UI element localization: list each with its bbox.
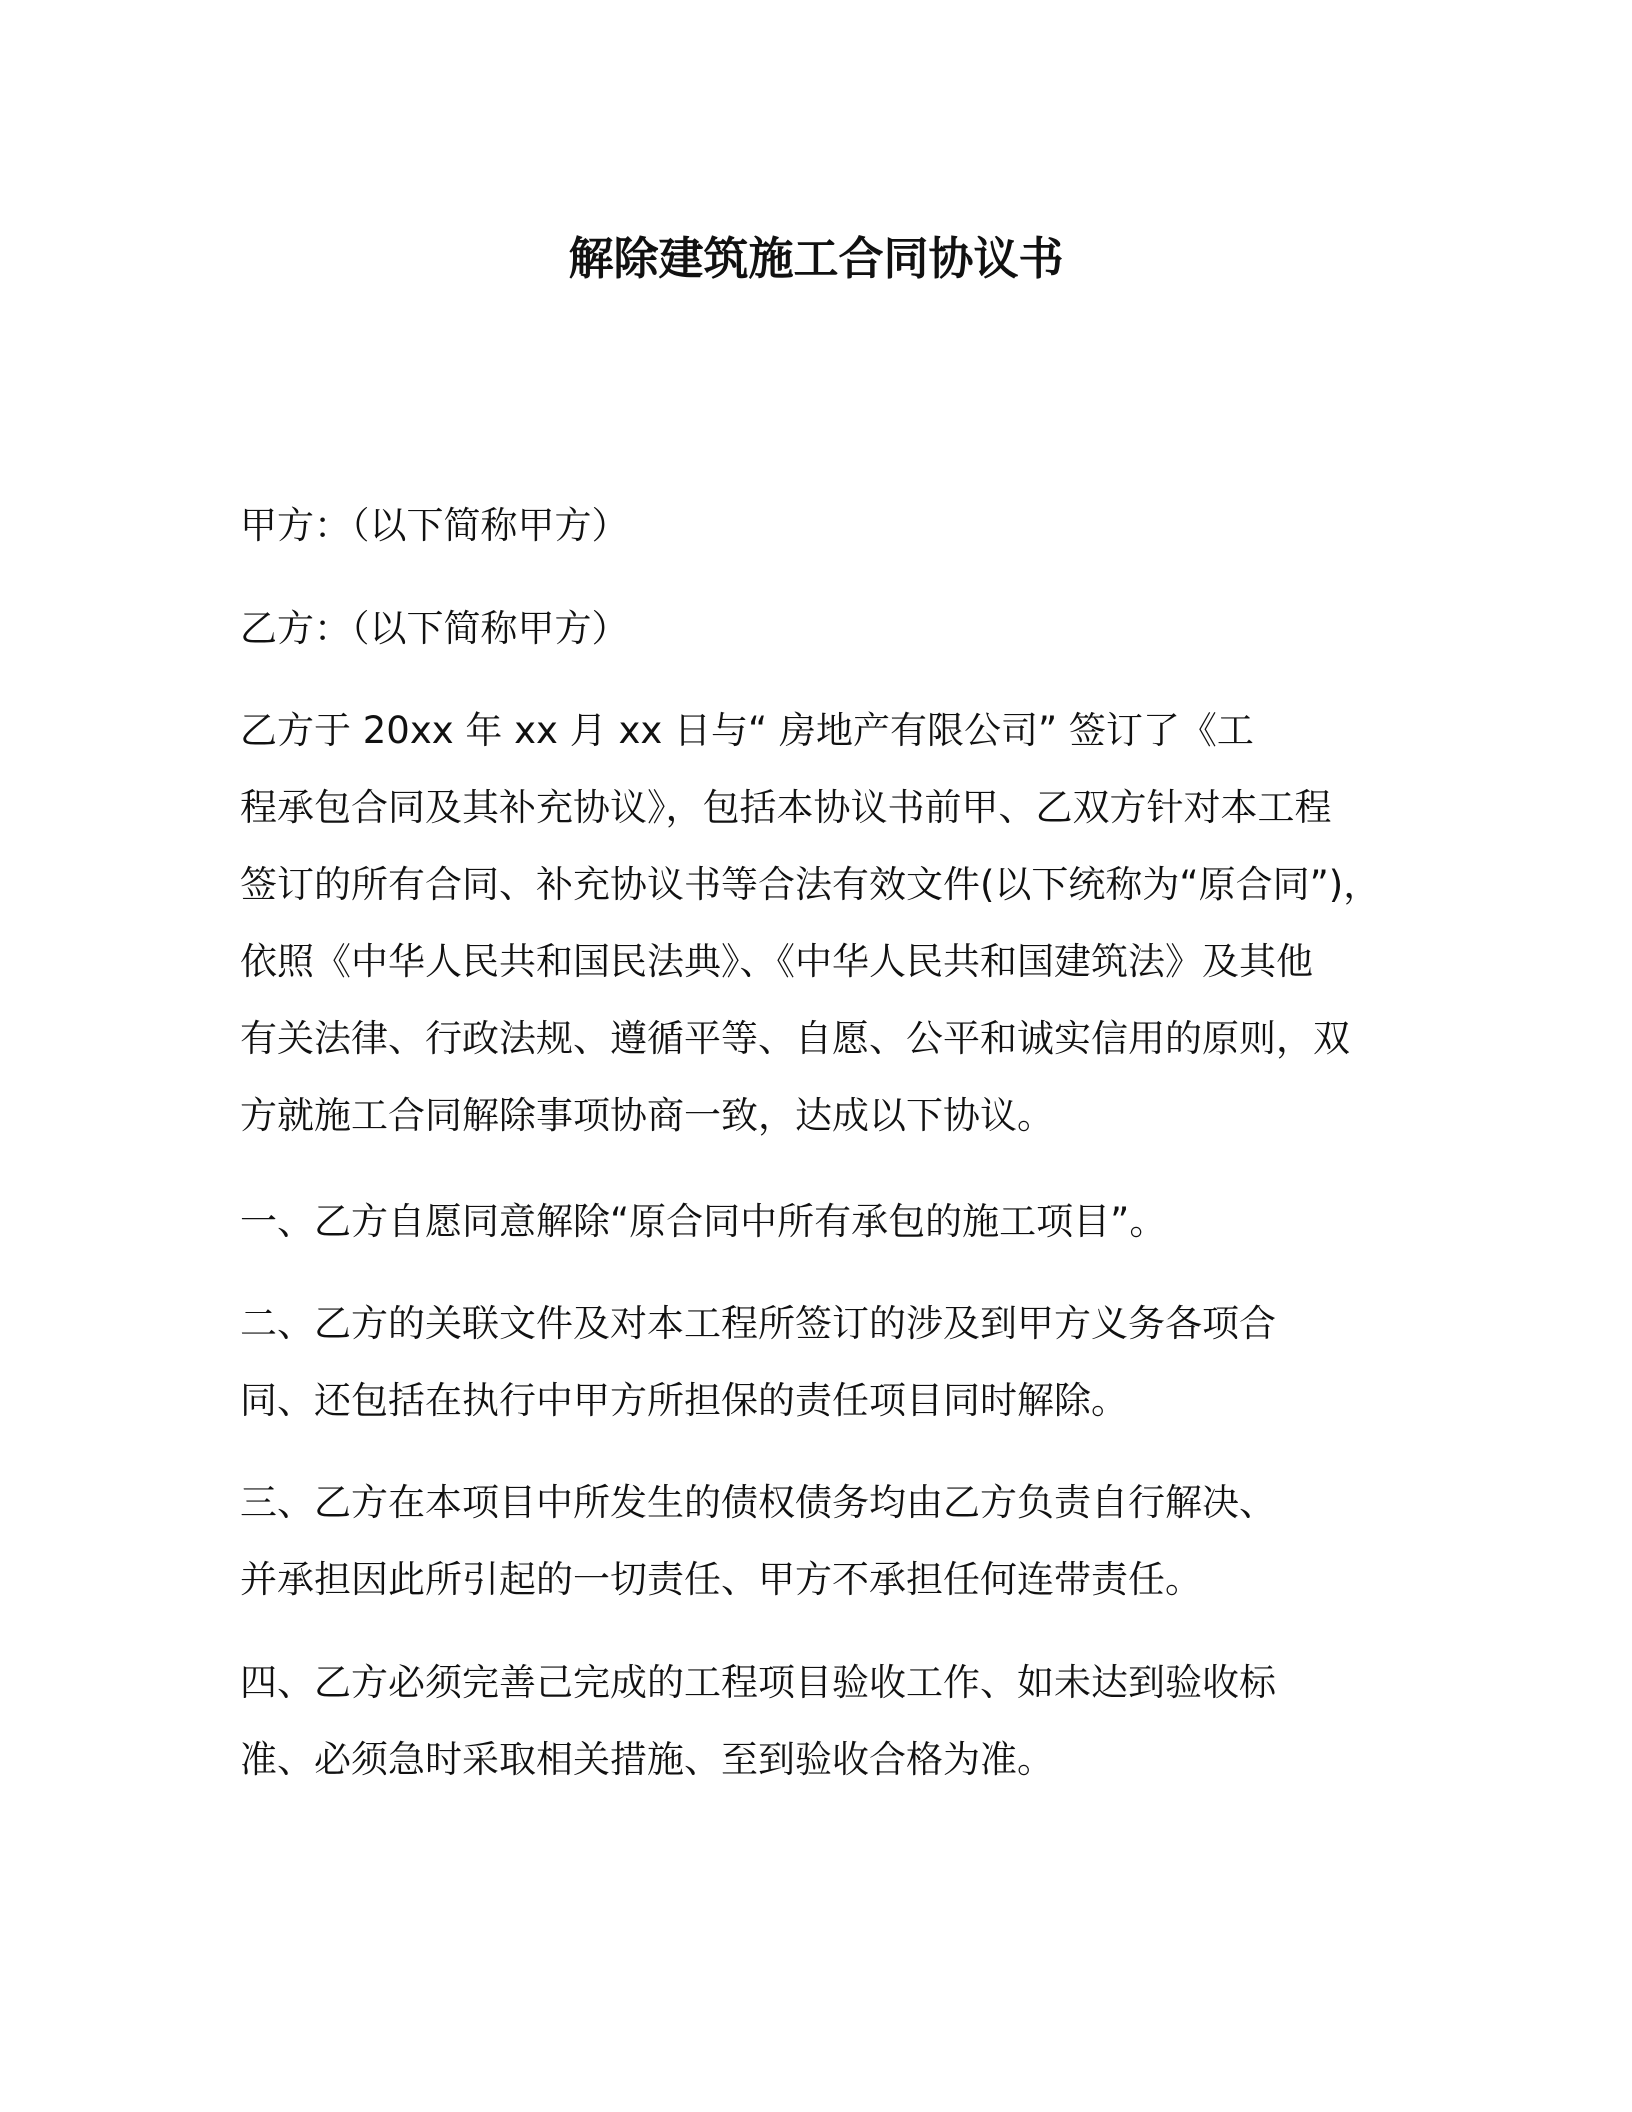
clause-2-paragraph bbox=[240, 1285, 1400, 1439]
clause-2-line: 二、乙方的关联文件及对本工程所签订的涉及到甲方义务各项合 bbox=[240, 1302, 1276, 1345]
intro-line: 方就施工合同解除事项协商一致，达成以下协议。 bbox=[240, 1094, 1054, 1137]
clause-2-line: 同、还包括在执行中甲方所担保的责任项目同时解除。 bbox=[240, 1379, 1128, 1422]
clause-1-paragraph bbox=[240, 1183, 1400, 1260]
clause-1-line: 一、乙方自愿同意解除“原合同中所有承包的施工项目”。 bbox=[240, 1200, 1167, 1243]
document-title: 解除建筑施工合同协议书 bbox=[568, 232, 1064, 285]
clause-4-line: 准、必须急时采取相关措施、至到验收合格为准。 bbox=[240, 1738, 1054, 1781]
intro-line: 乙方于 20xx 年 xx 月 xx 日与“ 房地产有限公司” 签订了《工 bbox=[240, 709, 1254, 752]
intro-line: 程承包合同及其补充协议》，包括本协议书前甲、乙双方针对本工程 bbox=[240, 786, 1332, 829]
clause-3-line: 三、乙方在本项目中所发生的债权债务均由乙方负责自行解决、 bbox=[240, 1481, 1276, 1524]
party-a-text: 甲方：（以下简称甲方） bbox=[240, 504, 629, 547]
clause-3-paragraph bbox=[240, 1464, 1400, 1618]
intro-line: 依照《中华人民共和国民法典》、《中华人民共和国建筑法》及其他 bbox=[240, 940, 1313, 983]
clause-4-paragraph bbox=[240, 1644, 1400, 1798]
party-a-line bbox=[240, 487, 1400, 564]
clause-3-line: 并承担因此所引起的一切责任、甲方不承担任何连带责任。 bbox=[240, 1558, 1202, 1601]
party-b-text: 乙方：（以下简称甲方） bbox=[240, 607, 629, 650]
intro-line: 签订的所有合同、补充协议书等合法有效文件(以下统称为“原合同”)， bbox=[240, 863, 1381, 906]
party-b-line bbox=[240, 590, 1400, 667]
intro-paragraph bbox=[240, 692, 1400, 1154]
clause-4-line: 四、乙方必须完善己完成的工程项目验收工作、如未达到验收标 bbox=[240, 1661, 1276, 1704]
intro-line: 有关法律、行政法规、遵循平等、自愿、公平和诚实信用的原则，双 bbox=[240, 1017, 1350, 1060]
